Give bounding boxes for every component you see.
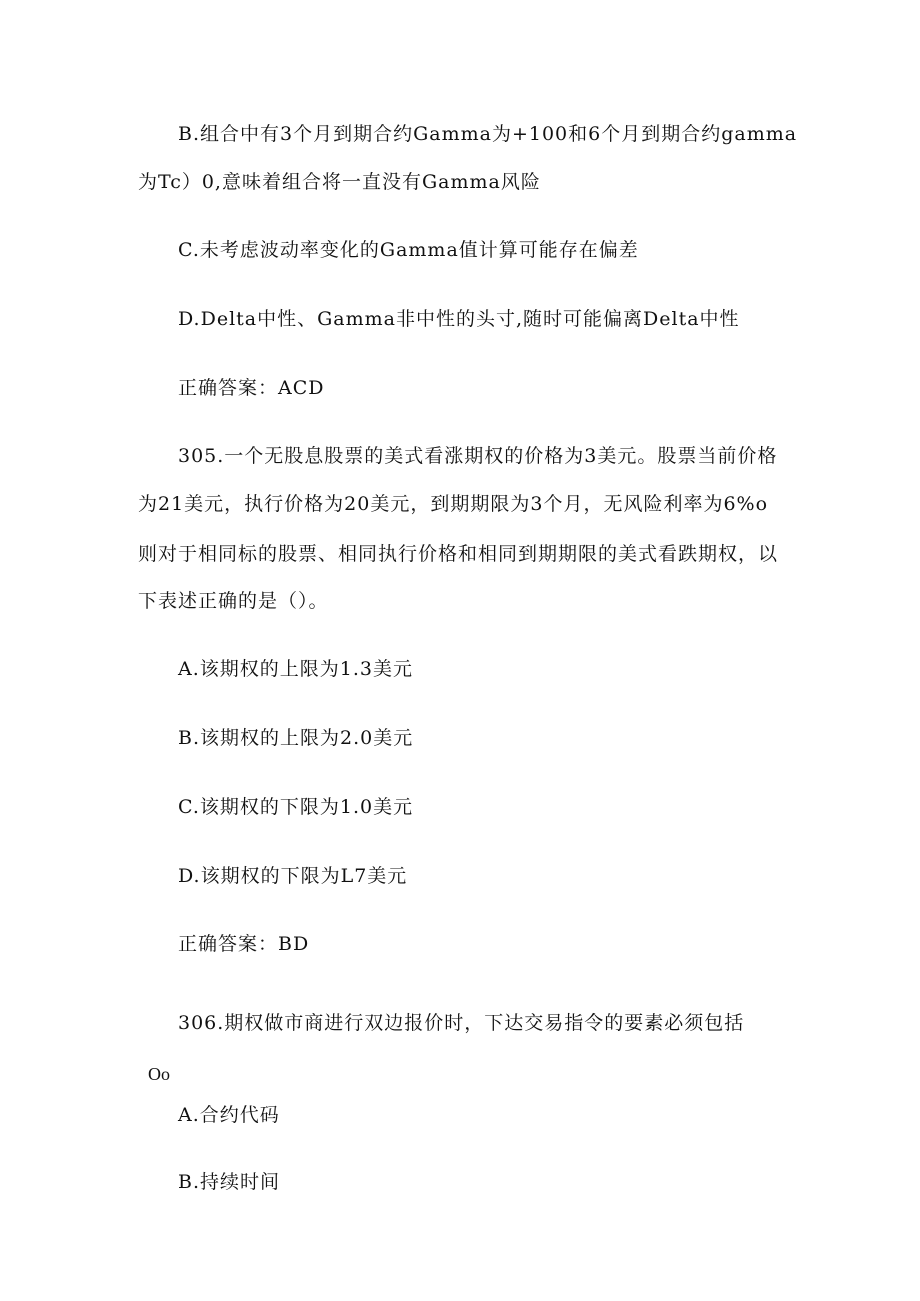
q306-option-a: A.合约代码	[178, 1104, 280, 1126]
q305-stem-line3: 则对于相同标的股票、相同执行价格和相同到期期限的美式看跌期权，以	[138, 543, 779, 565]
q305-answer: 正确答案：BD	[178, 933, 310, 955]
q304-option-b-line2: 为Tc）0,意味着组合将一直没有Gamma风险	[138, 171, 541, 193]
q304-option-d: D.Delta中性、Gamma非中性的头寸,随时可能偏离Delta中性	[178, 308, 740, 330]
q306-stem-line2: Oo	[148, 1064, 170, 1084]
q305-stem-line2: 为21美元，执行价格为20美元，到期期限为3个月，无风险利率为6%o	[138, 493, 769, 515]
q304-option-b-line1: B.组合中有3个月到期合约Gamma为+100和6个月到期合约gamma	[178, 123, 798, 145]
q304-answer: 正确答案：ACD	[178, 377, 325, 399]
q304-option-c: C.未考虑波动率变化的Gamma值计算可能存在偏差	[178, 239, 639, 261]
q305-option-b: B.该期权的上限为2.0美元	[178, 727, 414, 749]
q305-option-d: D.该期权的下限为L7美元	[178, 865, 408, 887]
q305-option-c: C.该期权的下限为1.0美元	[178, 796, 414, 818]
q305-stem-line4: 下表述正确的是（）。	[138, 590, 329, 612]
q306-option-b: B.持续时间	[178, 1171, 281, 1193]
q305-option-a: A.该期权的上限为1.3美元	[178, 658, 413, 680]
q306-stem-line1: 306.期权做市商进行双边报价时，下达交易指令的要素必须包括	[178, 1012, 745, 1034]
q305-stem-line1: 305.一个无股息股票的美式看涨期权的价格为3美元。股票当前价格	[178, 445, 778, 467]
